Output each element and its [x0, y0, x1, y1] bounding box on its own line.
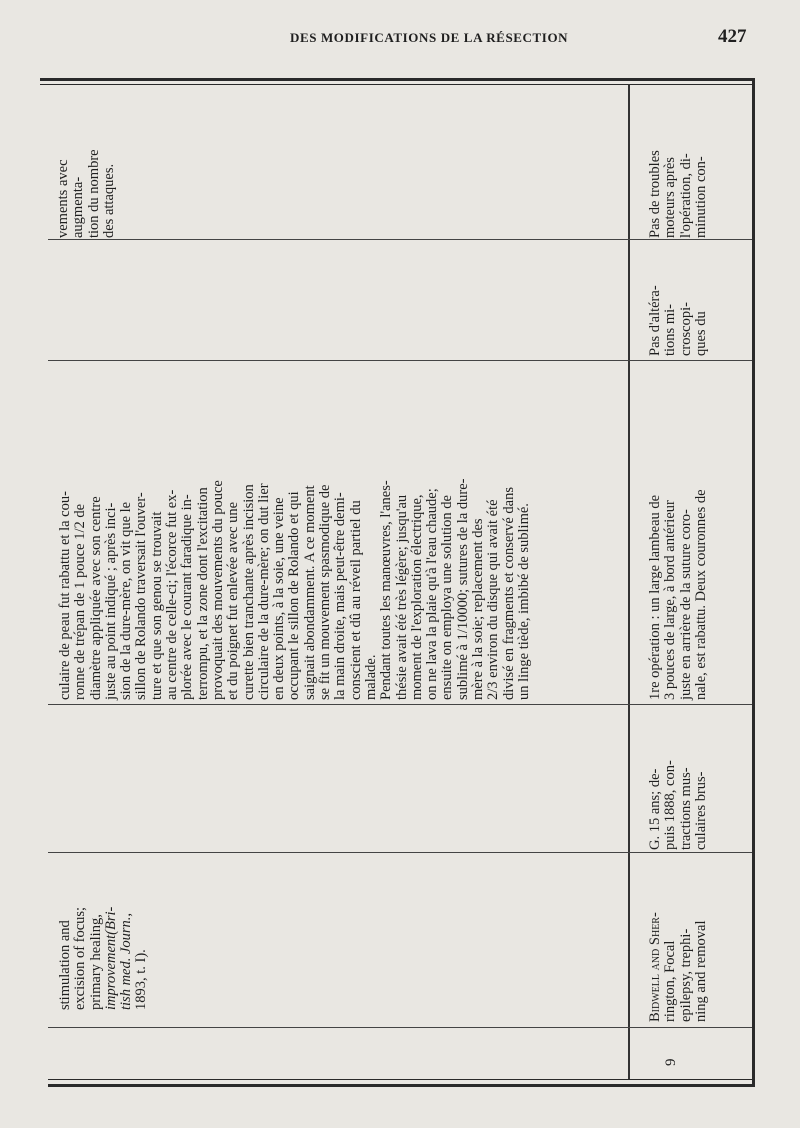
text-line: Pendant toutes les manœuvres, l'anes- [378, 480, 395, 700]
text-line: primary healing, [87, 914, 104, 1010]
text-line: tish med. Journ., [118, 912, 135, 1010]
text-line: stimulation and [57, 920, 73, 1010]
text-line: 3 pouces de large, à bord antérieur [662, 500, 679, 700]
text-line: tractions mus- [677, 767, 694, 850]
text-line: croscopi- [677, 302, 694, 356]
table-top-rule [40, 78, 752, 81]
text-line: saignait abondamment. A ce moment [301, 485, 318, 700]
column-divider-patient [48, 704, 752, 705]
text-line: vements avec [55, 159, 71, 238]
text-line: 1893, t. I). [133, 949, 150, 1010]
text-line: juste en arrière de la suture coro- [677, 509, 694, 700]
running-head: DES MODIFICATIONS DE LA RÉSECTION [290, 30, 569, 45]
text-line: Bidwell and Sher- [647, 912, 663, 1022]
text-line: curette bien tranchante après incision [240, 484, 257, 700]
text-line: improvement(Bri- [102, 906, 119, 1010]
text-line: ronne de trépan de 1 pouce 1/2 de [72, 503, 89, 700]
text-line: rington, Focal [662, 940, 679, 1022]
row-divider-rule [628, 84, 630, 1080]
text-line: moteurs après [662, 157, 679, 238]
column-divider-number [48, 1027, 752, 1028]
text-line: tions mi- [662, 304, 679, 356]
column-divider-histology [48, 360, 752, 361]
text-line: excision of focus; [72, 906, 89, 1010]
lower-histology-cell [648, 241, 709, 356]
text-line: moment de l'exploration électrique, [408, 494, 425, 700]
lower-result-cell [648, 90, 709, 238]
text-line: culaire de peau fut rabattu et la cou- [57, 491, 73, 700]
text-line: occupant le sillon de Rolando et qui [286, 491, 303, 700]
text-line: malade. [362, 654, 379, 700]
text-line: augmenta- [70, 176, 87, 238]
table-top-rule-thin [40, 84, 752, 85]
text-line: minution con- [692, 156, 709, 238]
text-line: en deux points, à la soie, une veine [271, 497, 288, 700]
text-line: 1re opération : un large lambeau de [647, 494, 663, 700]
column-divider-result [48, 239, 752, 240]
lower-reference-cell [648, 850, 709, 1022]
text-line: divisé en fragments et conservé dans [500, 487, 517, 700]
page-number: 427 [718, 26, 747, 47]
upper-reference-cell [58, 850, 150, 1010]
table-right-rule [752, 78, 755, 1087]
text-line: conscient et dû au réveil partiel du [347, 500, 364, 700]
text-line: 9 [663, 1058, 679, 1066]
text-line: ensuite on employa une solution de [439, 495, 456, 700]
text-line: se fit un mouvement spasmodique de [317, 484, 334, 700]
lower-operation-cell [648, 364, 709, 700]
text-line: circulaire de la dure-mère; on dut lier [255, 483, 272, 700]
text-line: culaires brus- [692, 771, 709, 850]
text-line: Pas d'altéra- [647, 285, 663, 356]
text-line: un linge tiède, imbibé de sublimé. [515, 503, 532, 700]
text-line: on ne lava la plaie qu'à l'eau chaude; [424, 488, 441, 700]
text-line: des attaques. [100, 163, 117, 238]
text-line: et du poignet fut enlevée avec une [225, 501, 242, 700]
text-line: diamètre appliquée avec son centre [87, 496, 104, 700]
table-bottom-rule [48, 1084, 752, 1087]
text-line: thésie avait été très légère; jusqu'au [393, 494, 410, 700]
text-line: Pas de troubles [647, 150, 663, 238]
text-line: ture et que son genou se trouvait [148, 511, 165, 700]
text-line: nale, est rabattu. Deux couronnes de [692, 489, 709, 700]
text-line: G. 15 ans; de- [647, 768, 663, 850]
text-line: au centre de celle-ci; l'écorce fut ex- [164, 489, 181, 700]
text-line: puis 1888, con- [662, 760, 679, 850]
text-line: provoquait des mouvements du pouce [209, 480, 226, 700]
text-line: plorée avec le courant faradique in- [179, 494, 196, 700]
text-line: sillon de Rolando traversait l'ouver- [133, 492, 150, 700]
text-line: terrompu, et la zone dont l'excitation [194, 487, 211, 700]
text-line: tion du nombre [85, 149, 102, 238]
text-line: juste au point indiqué ; après inci- [102, 502, 119, 700]
upper-operation-cell [58, 364, 532, 700]
text-line: sublimé à 1/10000; sutures de la dure- [454, 478, 471, 700]
text-line: ques du [692, 311, 709, 356]
lower-patient-cell [648, 708, 709, 850]
text-line: epilepsy, trephi- [677, 928, 694, 1022]
text-line: l'opération, di- [677, 153, 694, 238]
text-line: sion de la dure-mère, on vit que le [118, 501, 135, 700]
text-line: ning and removal [692, 920, 709, 1022]
text-line: mère à la soie; replacement des [470, 518, 487, 700]
upper-result-cell [56, 90, 117, 238]
text-line: 2/3 environ du disque qui avait été [485, 499, 502, 700]
text-line: la main droite, mais peut-être demi- [332, 492, 349, 700]
case-number [664, 1026, 679, 1066]
table-bottom-rule-thin [48, 1079, 752, 1080]
column-divider-reference [48, 852, 752, 853]
